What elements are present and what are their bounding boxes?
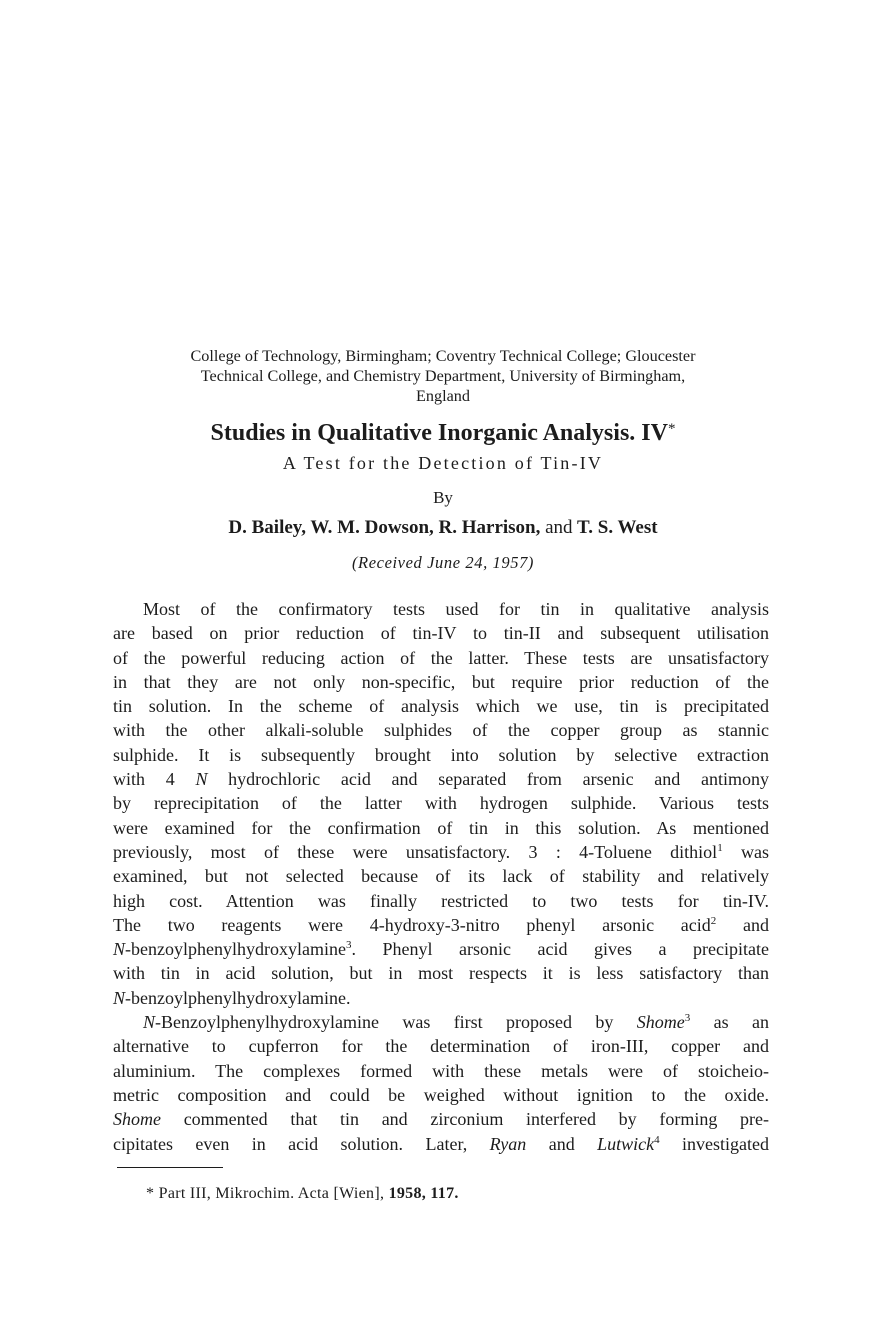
text-line: metric composition and could be weighed without ignition to the oxide.: [113, 1084, 769, 1105]
text-segment: The two reagents were 4-hydroxy-3-nitro phenyl arsonic acid: [113, 914, 711, 935]
footnote-mark: *: [146, 1185, 155, 1202]
author-name: D. Bailey,: [228, 517, 306, 538]
text-line: are based on prior reduction of tin-IV to tin-II and subsequent utilisation: [113, 623, 769, 644]
text-line: in that they are not only non-specific, but require prior reduction of the: [113, 671, 769, 692]
text-line: [113, 986, 769, 1010]
text-segment: was: [741, 841, 770, 862]
text-segment: as an: [713, 1012, 770, 1033]
title-footnote-mark: *: [667, 421, 676, 437]
text-segment: commented that tin and zirconium interfered by forming pre-: [183, 1109, 769, 1130]
reference-mark: 4: [654, 1133, 660, 1146]
body-text: [113, 597, 769, 1156]
author-name: T. S. West: [576, 517, 658, 538]
author-conjunction: and: [545, 517, 573, 538]
paragraph-2: [113, 1010, 769, 1156]
text-segment: previously, most of these were unsatisfactory. 3 : 4-Toluene dithiol: [113, 841, 718, 862]
author-name: R. Harrison,: [438, 517, 541, 538]
text-segment: hydrochloric acid and separated from arsenic and antimony: [228, 769, 769, 790]
text-line: Most of the confirmatory tests used for tin in qualitative analysis: [143, 599, 769, 619]
text-segment: investigated: [682, 1133, 769, 1154]
text-line: by reprecipitation of the latter with hydrogen sulphide. Various tests: [113, 793, 769, 814]
affiliation-line: College of Technology, Birmingham; Coventry Technical College; Gloucester: [190, 347, 696, 365]
text-line: of the powerful reducing action of the latter. These tests are unsatisfactory: [113, 647, 769, 668]
paper-subtitle: A Test for the Detection of Tin-IV: [282, 453, 604, 473]
text-line: [113, 1107, 769, 1131]
footnote-text: Part III, Mikrochim. Acta [Wien],: [158, 1185, 385, 1202]
author-reference: Shome: [636, 1012, 685, 1033]
title-text: Studies in Qualitative Inorganic Analysis. IV: [210, 420, 668, 446]
text-line: sulphide. It is subsequently brought into solution by selective extraction: [113, 744, 769, 765]
paper-title: [80, 418, 806, 448]
text-line: examined, but not selected because of its lack of stability and relatively: [113, 866, 769, 887]
author-reference: Shome: [113, 1109, 161, 1130]
text-line: [113, 767, 769, 791]
paragraph-1: [113, 597, 769, 1010]
reference-mark: 1: [717, 841, 723, 854]
affiliation-line: Technical College, and Chemistry Department, University of Birmingham,: [200, 367, 686, 385]
text-line: [113, 937, 769, 961]
text-segment: and: [548, 1133, 575, 1154]
text-line: were examined for the confirmation of tin in this solution. As mentioned: [113, 817, 769, 838]
text-line: with the other alkali-soluble sulphides of the copper group as stannic: [113, 720, 769, 741]
reference-mark: 2: [710, 914, 717, 927]
affiliation-line: England: [416, 387, 470, 405]
footnote: [146, 1183, 459, 1205]
text-segment: -Benzoylphenylhydroxylamine was first proposed by: [155, 1012, 614, 1033]
italic-symbol: N: [113, 987, 126, 1008]
byline-label: By: [433, 488, 453, 507]
footnote-year: 1958,: [388, 1185, 427, 1202]
author-name: W. M. Dowson,: [310, 517, 434, 538]
text-line: [113, 913, 769, 937]
text-line: with tin in acid solution, but in most respects it is less satisfactory than: [113, 963, 769, 984]
reference-mark: 3: [345, 939, 352, 952]
italic-symbol: N: [113, 939, 126, 960]
author-affiliation: [100, 346, 786, 406]
text-segment: . Phenyl arsonic acid gives a precipitate: [351, 939, 769, 960]
text-segment: cipitates even in acid solution. Later,: [113, 1133, 468, 1154]
text-line: [113, 1010, 769, 1034]
author-list: [80, 515, 806, 541]
text-line: [113, 1132, 769, 1156]
text-segment: with 4: [113, 769, 175, 790]
italic-symbol: N: [143, 1012, 156, 1033]
footnote-page: 117.: [430, 1185, 459, 1202]
text-segment: and: [743, 914, 769, 935]
received-date: (Received June 24, 1957): [351, 553, 535, 572]
text-line: [113, 840, 769, 864]
author-reference: Ryan: [489, 1133, 527, 1154]
text-line: alternative to cupferron for the determination of iron-III, copper and: [113, 1036, 769, 1057]
text-line: high cost. Attention was finally restricted to two tests for tin-IV.: [113, 890, 769, 911]
text-line: tin solution. In the scheme of analysis which we use, tin is precipitated: [113, 696, 769, 717]
text-segment: -benzoylphenylhydroxylamine.: [125, 987, 351, 1008]
normality-symbol: N: [195, 769, 208, 790]
text-line: aluminium. The complexes formed with these metals were of stoicheio-: [113, 1060, 769, 1081]
author-reference: Lutwick: [597, 1133, 655, 1154]
reference-mark: 3: [684, 1012, 691, 1025]
text-segment: -benzoylphenylhydroxylamine: [125, 939, 346, 960]
footnote-divider: [117, 1167, 223, 1168]
